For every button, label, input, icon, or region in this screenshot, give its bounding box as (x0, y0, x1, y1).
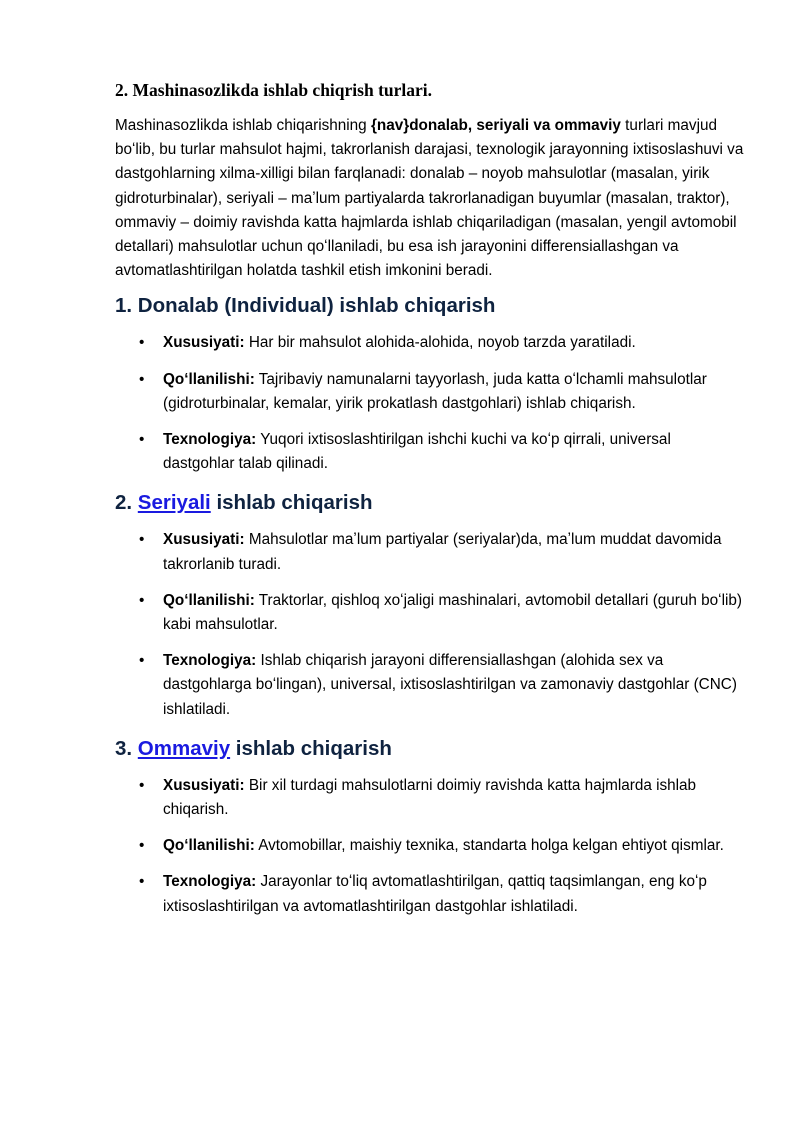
intro-text-start: Mashinasozlikda ishlab chiqarishning (115, 117, 371, 134)
bullet-icon: • (139, 652, 145, 670)
list-item (115, 428, 745, 476)
list-item (115, 528, 745, 576)
section-heading-suffix: ishlab chiqarish (230, 736, 392, 760)
bullet-icon: • (139, 776, 145, 794)
item-text: Ishlab chiqarish jarayoni differensiallashgan (alohida sex va dastgohlarga boʻlingan), universal, ixtisoslashtirilgan va zamonaviy dastgohlar (CNC) ishlatiladi. (163, 652, 737, 718)
list-item (115, 368, 745, 416)
item-text: Traktorlar, qishloq xoʻjaligi mashinalari, avtomobil detallari (guruh boʻlib) kabi mahsulotlar. (163, 591, 742, 634)
section-heading-prefix: 2. (115, 491, 138, 515)
item-label: Qoʻllanilishi: (163, 837, 255, 855)
section-list-ommaviy (115, 774, 745, 919)
bullet-icon: • (139, 531, 145, 549)
section-heading-prefix: 3. (115, 736, 138, 760)
item-label: Xususiyati: (163, 776, 245, 794)
bullet-icon: • (139, 334, 145, 352)
item-text: Bir xil turdagi mahsulotlarni doimiy ravishda katta hajmlarda ishlab chiqarish. (163, 776, 697, 819)
intro-text-end: turlari mavjud boʻlib, bu turlar mahsulot hajmi, takrorlanish darajasi, texnologik jarayonning ixtisoslashuvi va dastgohlarning xilma-xilligi bilan farqlanadi: donalab – noyob mahsulotlar (masalan, yirik gidroturbinalar), seriyali – maʼlum partiyalarda takrorlanadigan buyumlar (masalan, traktor), ommaviy – doimiy ravishda katta hajmlarda ishlab chiqariladigan (masalan, yengil avtomobil detallari) mahsulotlar uchun qoʻllaniladi, bu esa ish jarayonini differensiallashgan va avtomatlashtirilgan holatda tashkil etish imkonini beradi. (115, 117, 744, 280)
intro-paragraph (115, 114, 745, 283)
item-label: Texnologiya: (163, 652, 257, 670)
section-heading-suffix: ishlab chiqarish (210, 491, 373, 515)
item-text: Tajribaviy namunalarni tayyorlash, juda katta oʻlchamli mahsulotlar (gidroturbinalar, kemalar, yirik prokatlash dastgohlari) ishlab chiqarish. (163, 370, 707, 412)
intro-bold-text: {nav}donalab, seriyali va ommaviy (370, 117, 621, 134)
document-page (115, 78, 745, 931)
list-item (115, 649, 745, 722)
section-heading-ommaviy (115, 734, 745, 764)
item-label: Texnologiya: (163, 431, 257, 449)
item-label: Qoʻllanilishi: (163, 591, 255, 609)
item-label: Xususiyati: (163, 334, 245, 352)
section-list-seriyali (115, 528, 745, 721)
section-list-donalab (115, 331, 745, 476)
item-text: Mahsulotlar maʼlum partiyalar (seriyalar)da, maʼlum muddat davomida takrorlanib turadi. (163, 531, 722, 573)
section-heading-seriyali (115, 488, 745, 518)
section-heading-donalab (115, 291, 745, 321)
section-heading-text: 1. Donalab (Individual) ishlab chiqarish (115, 294, 496, 318)
item-label: Texnologiya: (163, 873, 257, 891)
item-label: Xususiyati: (163, 531, 245, 549)
list-item (115, 870, 745, 918)
list-item (115, 774, 745, 822)
bullet-icon: • (139, 873, 145, 891)
seriyali-link[interactable]: Seriyali (137, 491, 211, 515)
bullet-icon: • (139, 837, 145, 855)
document-title: 2. Mashinasozlikda ishlab chiqrish turlari. (115, 80, 433, 100)
item-text: Avtomobillar, maishiy texnika, standarta holga kelgan ehtiyot qismlar. (254, 837, 724, 855)
item-text: Yuqori ixtisoslashtirilgan ishchi kuchi va koʻp qirrali, universal dastgohlar talab qilinadi. (163, 431, 671, 473)
bullet-icon: • (139, 370, 145, 388)
list-item (115, 834, 745, 858)
item-text: Har bir mahsulot alohida-alohida, noyob tarzda yaratiladi. (244, 334, 636, 352)
item-label: Qoʻllanilishi: (163, 370, 255, 388)
ommaviy-link[interactable]: Ommaviy (137, 736, 231, 760)
bullet-icon: • (139, 431, 145, 449)
item-text: Jarayonlar toʻliq avtomatlashtirilgan, qattiq taqsimlangan, eng koʻp ixtisoslashtirilgan va avtomatlashtirilgan dastgohlar ishlatiladi. (163, 873, 707, 915)
list-item (115, 331, 745, 355)
list-item (115, 589, 745, 637)
bullet-icon: • (139, 591, 145, 609)
